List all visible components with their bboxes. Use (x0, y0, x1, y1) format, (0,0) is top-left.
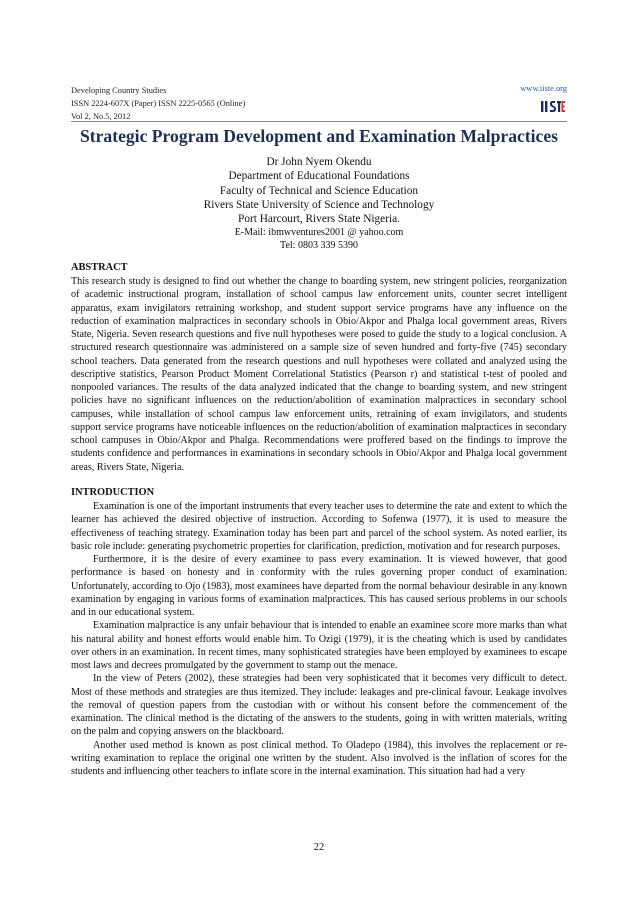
paper-title: Strategic Program Development and Examination Malpractices (79, 126, 559, 146)
author-phone: Tel: 0803 339 5390 (280, 240, 358, 252)
author-university: Rivers State University of Science and Technology (203, 198, 435, 211)
author-block (71, 155, 567, 252)
author-name: Dr John Nyem Okendu (266, 156, 372, 168)
author-email: E-Mail: ibmwventures2001 @ yahoo.com (234, 227, 404, 239)
journal-url-link[interactable]: www.iiste.org (520, 84, 567, 93)
abstract-text: This research study is designed to find out whether the change to boarding system, new stringent policies, reorganization of academic instructional program, installation of school campus law enforcement units, counter secret intelligent apparatus, exam invigilators retraining workshop, and student support service programs have any influence on the reduction of examination malpractices in secondary schools in Obio/Akpor and Phalga local government areas, Rivers State, Nigeria. Seven research questions and five null hypotheses were posed to guide the study to a logical conclusion. A structured research questionnaire was administered on a sample size of seven hundred and forty-five (745) secondary school teachers. Data generated from the research questions and null hypotheses were collated and analyzed using the descriptive statistics, Pearson Product Moment Correlational Statistics (Pearson r) and statistical t-test of pooled and nonpooled variances. The results of the data analyzed indicated that the change to boarding system, and new stringent policies have no significant influences on the reduction/abolition of examination malpractices in secondary school campuses, while installation of school campus law enforcement units, retraining of exam invigilators, and students support service programs have noticeable influences on the reduction/abolition of examination malpractices in secondary school campuses in Obio/Akpor and Phalga. Recommendations were proffered based on the findings to improve the students confidence and performances in examinations in secondary schools in Obio/Akpor and Phalga local government areas, Rivers State, Nigeria. (71, 276, 567, 473)
author-department: Department of Educational Foundations (228, 170, 410, 183)
page-number: 22 (313, 842, 325, 853)
author-faculty: Faculty of Technical and Science Education (219, 184, 419, 197)
intro-paragraph: Furthermore, it is the desire of every examinee to pass every examination. It is viewed however, that good performance is based on honesty and in conformity with the rules governing proper conduct of examination. Unfortunately, according to Ojo (1983), most examinees have departed from the normal behaviour desirable in any known examination by engaging in various forms of examination malpractices. This has caused serious problems in our schools and in our educational system. (71, 554, 567, 618)
header-rule (71, 121, 567, 122)
issn-line: ISSN 2224-607X (Paper) ISSN 2225-0565 (Online) (71, 99, 246, 108)
intro-paragraph: In the view of Peters (2002), these strategies had been very sophisticated that it becomes very difficult to detect. Most of these methods and strategies are thus itemized. They include: leakages and pre-clinical favour. Leakage involves the removal of question papers from the custodian with or without his consent before the commencement of the examination. The clinical method is the dictating of the answers to the students, going in with written materials, writing on the palm and copying answers on the blackboard. (71, 673, 567, 738)
intro-paragraph: Examination malpractice is any unfair behaviour that is intended to enable an examinee score more marks than what his natural ability and honest efforts would enable him. To Ozigi (1979), it is the cheating which is used by candidates over others in an examination. In recent times, many sophisticated strategies have been employed by examinees to escape most laws and decrees promulgated by the government to stamp out the menace. (71, 620, 567, 671)
volume-line: Vol 2, No.5, 2012 (71, 112, 131, 121)
journal-name: Developing Country Studies (71, 86, 167, 95)
intro-paragraph: Examination is one of the important instruments that every teacher uses to determine the rate and extent to which the learner has achieved the desired objective of instruction. According to Sofenwa (1977), it is used to measure the effectiveness of teaching strategy. Examination today has been part and parcel of the school system. As noted earlier, its basic role include: generating psychometric properties for clarification, prediction, motivation and for research purposes. (71, 501, 567, 552)
iiste-logo (540, 98, 566, 114)
intro-paragraph: Another used method is known as post clinical method. To Oladepo (1984), this involves the replacement or re-writing examination to replace the original one written by the student. Also involved is the inflation of scores for the students and influencing other teachers to inflate score in the internal examination. This situation had had a very (71, 739, 567, 777)
running-header (71, 84, 567, 123)
abstract-heading: ABSTRACT (71, 262, 128, 273)
author-city: Port Harcourt, Rivers State Nigeria. (238, 213, 400, 226)
introduction-body (71, 500, 567, 778)
introduction-heading: INTRODUCTION (71, 487, 155, 498)
